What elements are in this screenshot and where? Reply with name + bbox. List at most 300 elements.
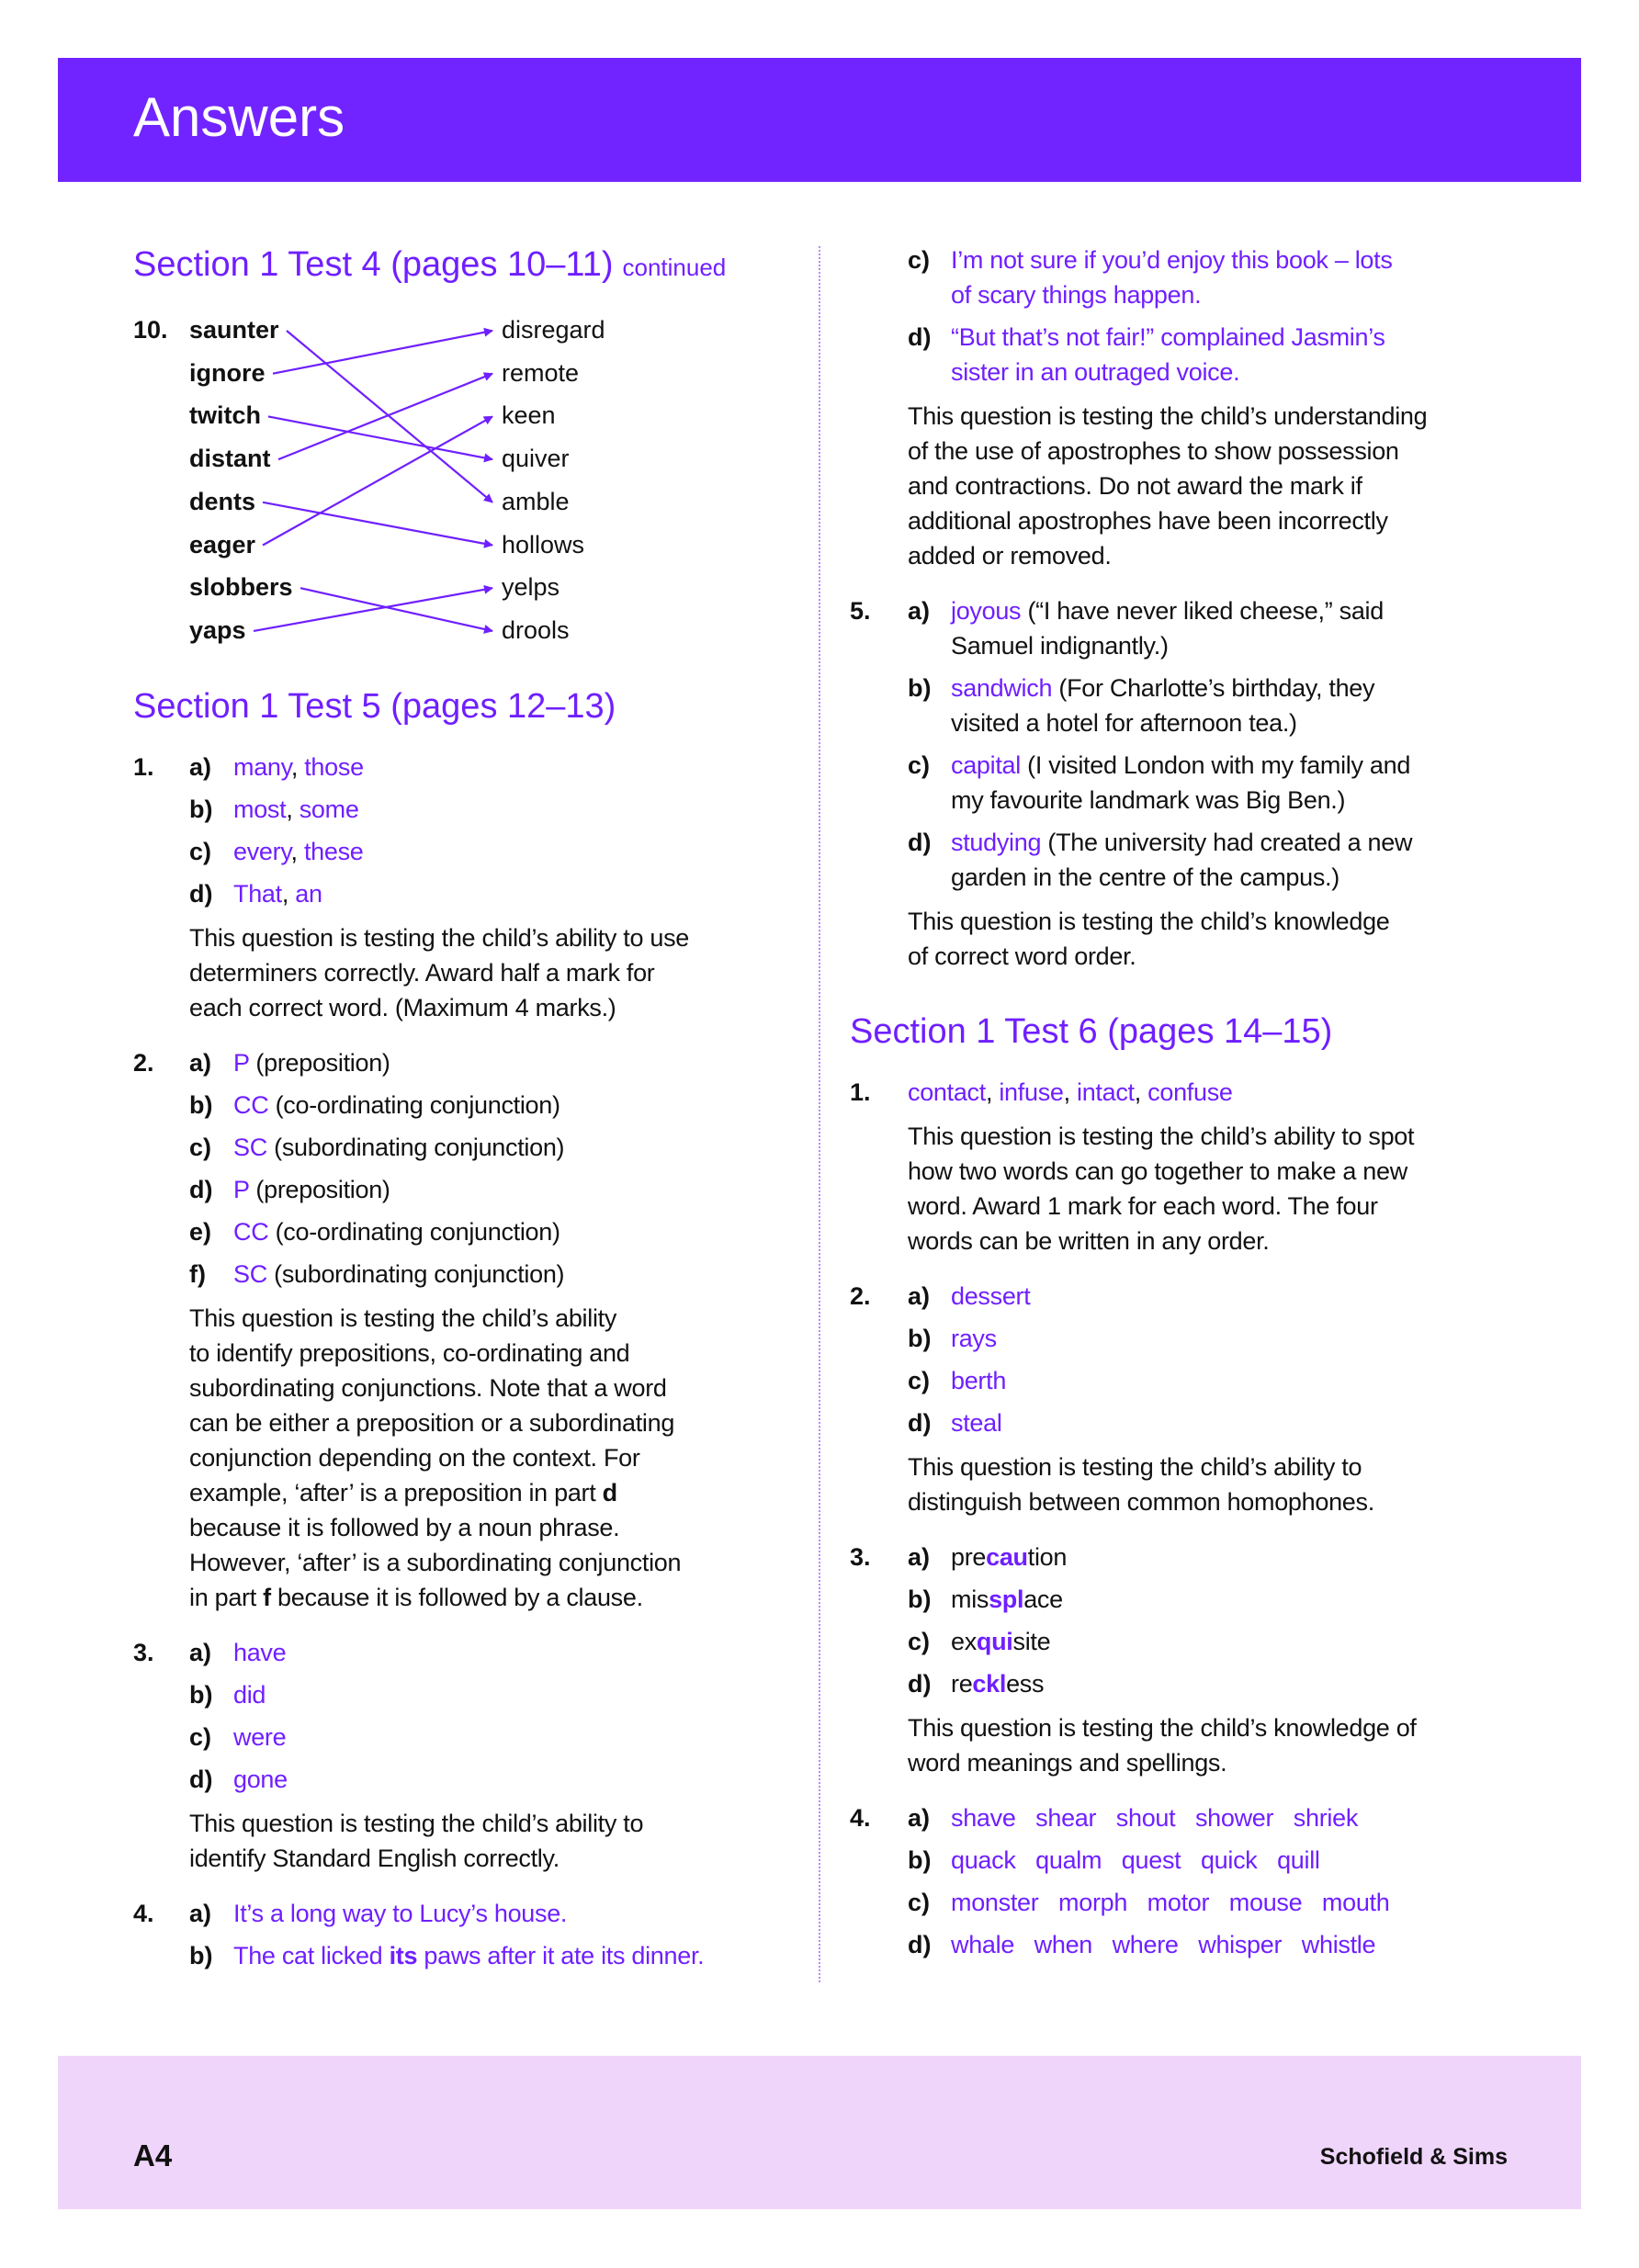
text-segment: example, ‘after’ is a preposition in part [189, 1479, 603, 1506]
text-segment: can be either a preposition or a subordinating [189, 1409, 675, 1437]
text-segment: (For Charlotte’s birthday, they [1052, 674, 1375, 702]
matching-row [133, 566, 804, 609]
answer-line [233, 876, 804, 911]
text-segment: tion [1027, 1543, 1068, 1571]
matching-row [133, 352, 804, 395]
text-segment: This question is testing the child’s knowledge of [908, 1714, 1417, 1742]
text-segment: , [1134, 1078, 1148, 1106]
note-line [908, 538, 1530, 573]
question-number: 3. [133, 1639, 154, 1666]
question [133, 1631, 804, 1876]
question-number: 4. [133, 1900, 154, 1927]
answer-text: its [389, 1942, 418, 1969]
answer-item [850, 1797, 1530, 1839]
note-line [908, 1224, 1530, 1258]
answer-line [951, 320, 1530, 355]
text-segment: how two words can go together to make a new [908, 1157, 1407, 1185]
section-heading-text: Section 1 Test 5 (pages 12–13) [133, 687, 616, 726]
question [133, 746, 804, 1025]
answer-text: P [233, 1049, 250, 1077]
note-line [189, 1545, 804, 1580]
note-line [908, 434, 1530, 468]
text-segment: because it is followed by a clause. [270, 1584, 643, 1611]
answer-label: d) [908, 1931, 932, 1958]
answer-label: c) [189, 1723, 212, 1751]
text-segment: ess [1006, 1670, 1045, 1698]
answer-text: rays [951, 1325, 997, 1352]
note-line [908, 399, 1530, 434]
matching-left-word: twitch [189, 401, 261, 430]
section-heading [133, 242, 804, 290]
answer-label: b) [908, 674, 932, 702]
answer-item [133, 1758, 804, 1800]
text-segment: word. Award 1 mark for each word. The four [908, 1192, 1378, 1220]
note-line [908, 1119, 1530, 1154]
answer-line [951, 1927, 1530, 1962]
explanation-note [908, 904, 1530, 974]
explanation-note [908, 1710, 1530, 1780]
answer-label: b) [189, 1681, 213, 1709]
answer-text: CC [233, 1218, 269, 1246]
answer-text: infuse [999, 1078, 1064, 1106]
text-segment: (I visited London with my family and [1020, 751, 1411, 779]
answer-item [850, 1578, 1530, 1620]
matching-left-word: slobbers [189, 573, 293, 602]
text-segment: (“I have never liked cheese,” said [1021, 597, 1384, 625]
text-segment: f [263, 1584, 271, 1611]
answer-line [233, 750, 804, 784]
answer-text: P [233, 1176, 250, 1203]
answer-line [951, 783, 1530, 818]
answer-text: monster morph motor mouse mouth [951, 1889, 1390, 1916]
answer-label: d) [189, 1766, 213, 1793]
text-segment: , [290, 838, 304, 865]
text-segment: determiners correctly. Award half a mark for [189, 959, 655, 987]
explanation-note [908, 1450, 1530, 1519]
matching-right-word: hollows [502, 530, 585, 559]
answer-line [951, 860, 1530, 895]
text-segment: visited a hotel for afternoon tea.) [951, 709, 1297, 737]
answer-item [850, 1663, 1530, 1705]
text-segment: (preposition) [249, 1176, 390, 1203]
answer-item [133, 746, 804, 788]
answer-text: some [299, 795, 359, 823]
answer-item [850, 1924, 1530, 1966]
answer-item [133, 1674, 804, 1716]
matching-row [133, 437, 804, 480]
answer-line [951, 1885, 1530, 1920]
note-line [908, 1710, 1530, 1745]
section-heading-text: Section 1 Test 4 (pages 10–11) [133, 245, 614, 284]
question-number: 10. [133, 316, 168, 344]
answer-text: sandwich [951, 674, 1053, 702]
page-title: Answers [133, 86, 345, 148]
answer-text: intact [1077, 1078, 1135, 1106]
explanation-note [908, 1119, 1530, 1258]
answer-line [233, 1762, 804, 1797]
answer-line [233, 1214, 804, 1249]
answer-line [951, 1800, 1530, 1835]
text-segment: However, ‘after’ is a subordinating conjunction [189, 1549, 682, 1576]
text-segment: (subordinating conjunction) [266, 1260, 565, 1288]
text-segment: distinguish between common homophones. [908, 1488, 1374, 1516]
answer-line [951, 1363, 1530, 1398]
note-line [908, 1450, 1530, 1484]
answer-label: d) [908, 829, 932, 856]
matching-right-word: yelps [502, 573, 560, 602]
text-segment: and contractions. Do not award the mark if [908, 472, 1362, 500]
answer-item [850, 1536, 1530, 1578]
answer-text: spl [989, 1585, 1024, 1613]
text-segment: d [602, 1479, 617, 1506]
answer-label: c) [908, 1889, 931, 1916]
question-number: 2. [850, 1282, 871, 1310]
matching-left-word: dents [189, 487, 256, 515]
answer-line [233, 1172, 804, 1207]
publisher-name: Schofield & Sims [1319, 2144, 1508, 2170]
answer-text: did [233, 1681, 266, 1709]
answer-line [951, 1405, 1530, 1440]
matching-right-word: remote [502, 358, 580, 387]
answer-text: most [233, 795, 287, 823]
text-segment: , [290, 753, 305, 781]
answer-item [850, 1881, 1530, 1924]
note-line [908, 1189, 1530, 1224]
text-segment: re [951, 1670, 973, 1698]
text-segment: This question is testing the child’s knowledge [908, 908, 1390, 935]
explanation-note [189, 1301, 804, 1615]
explanation-note [189, 920, 804, 1025]
answer-line [951, 705, 1530, 740]
answer-text: confuse [1147, 1078, 1233, 1106]
answer-line [233, 1938, 804, 1973]
answer-text: I’m not sure if you’d enjoy this book – lots [951, 246, 1393, 274]
answer-item [850, 821, 1530, 898]
explanation-note [908, 399, 1530, 573]
text-segment: words can be written in any order. [908, 1227, 1270, 1255]
text-segment: ace [1023, 1585, 1063, 1613]
answer-label: a) [189, 1049, 212, 1077]
answer-text: quack qualm quest quick quill [951, 1846, 1320, 1874]
answer-line [951, 1540, 1530, 1574]
answer-line [951, 825, 1530, 860]
answer-label: c) [908, 1367, 931, 1394]
answer-label: c) [908, 246, 931, 274]
answer-text: an [295, 880, 322, 908]
matching-row [133, 394, 804, 437]
note-line [908, 503, 1530, 538]
answer-item [133, 1211, 804, 1253]
note-line [189, 1405, 804, 1440]
answer-item [850, 1360, 1530, 1402]
text-segment: , [1063, 1078, 1078, 1106]
text-segment: additional apostrophes have been incorrectly [908, 507, 1388, 535]
matching-left-word: ignore [189, 358, 266, 387]
question [850, 1275, 1530, 1519]
answer-line [233, 1896, 804, 1931]
note-line [908, 939, 1530, 974]
answer-label: d) [189, 880, 213, 908]
answer-label: c) [189, 838, 212, 865]
matching-left-word: yaps [189, 615, 246, 644]
answer-label: b) [189, 795, 213, 823]
answer-item [133, 1253, 804, 1295]
note-line [189, 1371, 804, 1405]
matching-right-word: disregard [502, 316, 605, 344]
answer-line [233, 1088, 804, 1123]
text-segment: my favourite landmark was Big Ben.) [951, 786, 1346, 814]
answer-line [233, 1045, 804, 1080]
matching-question [133, 309, 804, 652]
note-line [189, 1841, 804, 1876]
answer-label: a) [189, 1639, 212, 1666]
answer-line [233, 792, 804, 827]
answer-text: joyous [951, 597, 1022, 625]
text-segment: This question is testing the child’s ability to [189, 1810, 644, 1837]
answer-item [850, 1620, 1530, 1663]
answer-line [908, 1075, 1530, 1110]
answer-text: CC [233, 1091, 269, 1119]
answer-label: b) [189, 1091, 213, 1119]
text-segment: This question is testing the child’s ability [189, 1304, 617, 1332]
answer-line [951, 671, 1530, 705]
answer-item [850, 316, 1530, 393]
answer-text: That [233, 880, 282, 908]
answer-line [951, 748, 1530, 783]
answer-line [233, 1677, 804, 1712]
answer-label: d) [908, 323, 932, 351]
matching-row [133, 524, 804, 567]
answer-text: berth [951, 1367, 1007, 1394]
column-divider [819, 246, 820, 1982]
answer-line [233, 834, 804, 869]
answer-text: “But that’s not fair!” complained Jasmin’s [951, 323, 1385, 351]
text-segment: This question is testing the child’s ability to use [189, 924, 690, 952]
answer-label: b) [908, 1325, 932, 1352]
answer-line [951, 355, 1530, 389]
note-line [189, 1336, 804, 1371]
answer-item [133, 873, 804, 915]
text-segment: mis [951, 1585, 989, 1613]
answer-item [133, 1631, 804, 1674]
answer-label: c) [908, 1628, 931, 1655]
text-segment: , [985, 1078, 1000, 1106]
answer-item [850, 1071, 1530, 1113]
answer-item [850, 239, 1530, 316]
note-line [189, 1440, 804, 1475]
question [850, 1536, 1530, 1780]
answer-text: gone [233, 1766, 288, 1793]
answer-text: have [233, 1639, 287, 1666]
answer-text: cau [986, 1543, 1028, 1571]
answer-text: those [304, 753, 364, 781]
answer-item [850, 1839, 1530, 1881]
note-line [189, 920, 804, 955]
question [133, 1042, 804, 1615]
matching-right-word: keen [502, 401, 556, 430]
text-segment: This question is testing the child’s ability to [908, 1453, 1362, 1481]
answer-label: e) [189, 1218, 212, 1246]
answer-line [951, 1279, 1530, 1314]
answer-line [233, 1720, 804, 1755]
question [850, 590, 1530, 974]
answer-text: SC [233, 1134, 267, 1161]
answer-text: whale when where whisper whistle [951, 1931, 1376, 1958]
text-segment: subordinating conjunctions. Note that a word [189, 1374, 667, 1402]
answer-text: It’s a long way to Lucy’s house. [233, 1900, 568, 1927]
right-column [850, 239, 1530, 1966]
note-line [189, 1301, 804, 1336]
answer-line [233, 1635, 804, 1670]
text-segment: conjunction depending on the context. For [189, 1444, 640, 1472]
answer-label: d) [908, 1670, 932, 1698]
answer-text: paws after it ate its dinner. [417, 1942, 705, 1969]
answer-item [133, 1084, 804, 1126]
answer-item [133, 1042, 804, 1084]
answer-item [850, 667, 1530, 744]
answer-item [133, 788, 804, 830]
section-heading-text: Section 1 Test 6 (pages 14–15) [850, 1012, 1333, 1051]
answer-label: a) [908, 1804, 931, 1832]
answer-line [951, 628, 1530, 663]
matching-row [133, 309, 804, 352]
header-banner [58, 58, 1581, 182]
text-segment: This question is testing the child’s understanding [908, 402, 1428, 430]
answer-text: dessert [951, 1282, 1031, 1310]
answer-item [133, 1892, 804, 1935]
answer-text: of scary things happen. [951, 281, 1202, 309]
answer-item [850, 1317, 1530, 1360]
answer-label: a) [908, 597, 931, 625]
answer-label: b) [189, 1942, 213, 1969]
matching-left-word: saunter [189, 316, 279, 344]
answer-text: steal [951, 1409, 1002, 1437]
page-number: A4 [133, 2138, 173, 2172]
matching-left-word: distant [189, 445, 271, 473]
question-number: 1. [133, 753, 154, 781]
answer-text: every [233, 838, 291, 865]
note-line [189, 990, 804, 1025]
answer-line [951, 1582, 1530, 1617]
answer-item [133, 1935, 804, 1977]
text-segment: of correct word order. [908, 942, 1136, 970]
continued-label: continued [622, 254, 727, 281]
text-segment: each correct word. (Maximum 4 marks.) [189, 994, 616, 1021]
text-segment: identify Standard English correctly. [189, 1845, 560, 1872]
matching-right-word: quiver [502, 445, 570, 473]
explanation-note [189, 1806, 804, 1876]
note-line [189, 1510, 804, 1545]
question [133, 1892, 804, 1977]
answer-item [850, 744, 1530, 821]
text-segment: garden in the centre of the campus.) [951, 863, 1339, 891]
answer-item [133, 1168, 804, 1211]
text-segment: because it is followed by a noun phrase. [189, 1514, 620, 1541]
text-segment: This question is testing the child’s ability to spot [908, 1123, 1415, 1150]
text-segment: Samuel indignantly.) [951, 632, 1169, 660]
text-segment: word meanings and spellings. [908, 1749, 1227, 1777]
text-segment: pre [951, 1543, 987, 1571]
note-line [189, 1806, 804, 1841]
text-segment: to identify prepositions, co-ordinating and [189, 1339, 630, 1367]
note-line [908, 468, 1530, 503]
answer-line [951, 243, 1530, 277]
answer-text: contact [908, 1078, 986, 1106]
text-segment: (preposition) [249, 1049, 390, 1077]
text-segment: (co-ordinating conjunction) [268, 1218, 560, 1246]
answer-line [951, 593, 1530, 628]
text-segment: (co-ordinating conjunction) [268, 1091, 560, 1119]
text-segment: , [281, 880, 296, 908]
matching-right-word: drools [502, 615, 570, 644]
answer-label: a) [908, 1543, 931, 1571]
answer-line [951, 277, 1530, 312]
footer [58, 2056, 1581, 2209]
answer-line [951, 1321, 1530, 1356]
answer-text: shave shear shout shower shriek [951, 1804, 1359, 1832]
answer-text: capital [951, 751, 1021, 779]
answer-label: c) [908, 751, 931, 779]
text-segment: (The university had created a new [1041, 829, 1413, 856]
answer-text: The cat licked [233, 1942, 390, 1969]
answer-text: were [233, 1723, 287, 1751]
answer-item [133, 830, 804, 873]
answer-label: d) [189, 1176, 213, 1203]
answer-line [233, 1130, 804, 1165]
section-heading [850, 1009, 1530, 1055]
answer-text: sister in an outraged voice. [951, 358, 1240, 386]
answer-label: b) [908, 1585, 932, 1613]
note-line [189, 955, 804, 990]
note-line [908, 1745, 1530, 1780]
answer-item [133, 1716, 804, 1758]
matching-row [133, 480, 804, 524]
matching-row [133, 609, 804, 652]
answer-item [850, 1402, 1530, 1444]
matching-left-word: eager [189, 530, 256, 559]
text-segment: of the use of apostrophes to show possession [908, 437, 1399, 465]
answer-text: studying [951, 829, 1042, 856]
question [850, 1071, 1530, 1258]
text-segment: , [286, 795, 300, 823]
left-column [133, 242, 804, 1977]
question-number: 4. [850, 1804, 871, 1832]
answer-label: a) [189, 1900, 212, 1927]
text-segment: site [1012, 1628, 1051, 1655]
answer-text: many [233, 753, 291, 781]
matching-right-word: amble [502, 487, 570, 515]
text-segment: (subordinating conjunction) [266, 1134, 565, 1161]
answer-line [233, 1257, 804, 1292]
text-segment: added or removed. [908, 542, 1112, 570]
answer-text: these [303, 838, 364, 865]
answer-label: c) [189, 1134, 212, 1161]
question-number: 2. [133, 1049, 154, 1077]
question-number: 3. [850, 1543, 871, 1571]
note-line [189, 1475, 804, 1510]
question-number: 1. [850, 1078, 871, 1106]
answer-text: ckl [972, 1670, 1007, 1698]
answer-label: a) [908, 1282, 931, 1310]
answer-text: qui [976, 1628, 1013, 1655]
text-segment: ex [951, 1628, 977, 1655]
note-line [908, 904, 1530, 939]
answer-label: f) [189, 1260, 206, 1288]
note-line [908, 1484, 1530, 1519]
answer-label: b) [908, 1846, 932, 1874]
answer-line [951, 1666, 1530, 1701]
answer-item [133, 1126, 804, 1168]
